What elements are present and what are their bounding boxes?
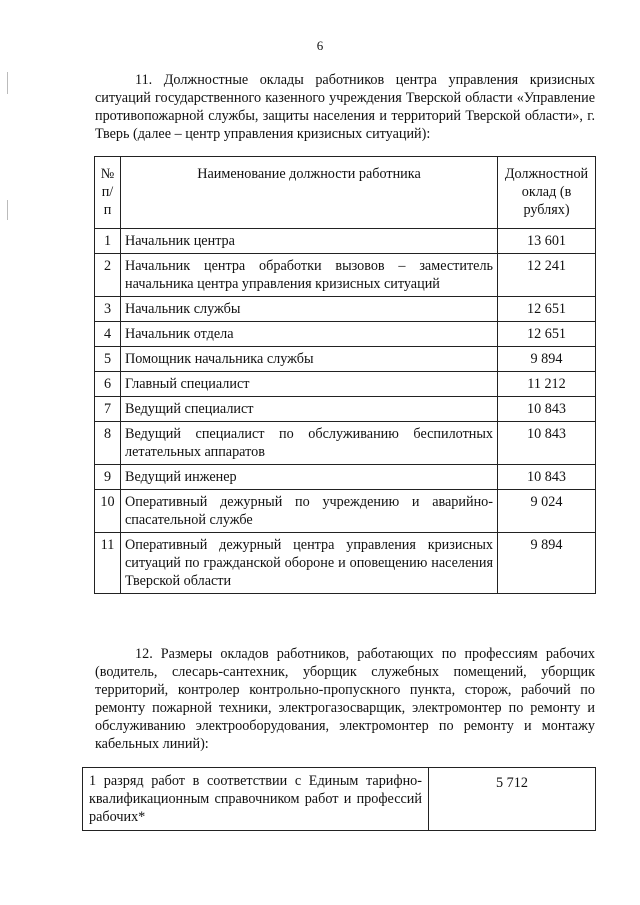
row-position: Начальник службы xyxy=(121,297,498,322)
table-row xyxy=(95,347,596,372)
row-position: Помощник начальника службы xyxy=(121,347,498,372)
row-grade: 1 разряд работ в соответствии с Единым тарифно-квалификационным справочником работ и профессий рабочих* xyxy=(83,768,429,831)
row-salary: 10 843 xyxy=(498,465,596,490)
row-salary: 12 241 xyxy=(498,254,596,297)
section-12-paragraph xyxy=(95,645,595,753)
section-11-text: 11. Должностные оклады работников центра управления кризисных ситуаций государственного казенного учреждения Тверской области «Управление противопожарной службы, защиты населения и территорий Тверской области», г. Тверь (далее – центр управления кризисных ситуаций): xyxy=(95,72,595,142)
row-position: Оперативный дежурный центра управления кризисных ситуаций по гражданской обороне и оповещению населения Тверской области xyxy=(121,533,498,594)
row-num: 6 xyxy=(95,372,121,397)
row-position: Начальник центра xyxy=(121,229,498,254)
table-row xyxy=(95,322,596,347)
row-salary: 12 651 xyxy=(498,297,596,322)
table-row xyxy=(95,254,596,297)
row-salary: 11 212 xyxy=(498,372,596,397)
row-num: 11 xyxy=(95,533,121,594)
row-position: Ведущий специалист по обслуживанию беспилотных летательных аппаратов xyxy=(121,422,498,465)
row-num: 5 xyxy=(95,347,121,372)
table-row xyxy=(95,229,596,254)
salary-table-positions xyxy=(94,156,596,594)
table-row xyxy=(95,465,596,490)
row-salary: 10 843 xyxy=(498,422,596,465)
row-position: Начальник центра обработки вызовов – заместитель начальника центра управления кризисных ситуаций xyxy=(121,254,498,297)
section-12-text: 12. Размеры окладов работников, работающих по профессиям рабочих (водитель, слесарь-сантехник, уборщик служебных помещений, уборщик территорий, контролер контрольно-пропускного пункта, сторож, рабочий по ремонту пожарной техники, электрогазосварщик, электромонтер по ремонту и обслуживанию электрооборудования, электромонтер по ремонту и монтажу кабельных линий): xyxy=(95,646,595,752)
table-row xyxy=(95,422,596,465)
row-num: 7 xyxy=(95,397,121,422)
table-row xyxy=(95,297,596,322)
row-num: 8 xyxy=(95,422,121,465)
table-row xyxy=(83,768,596,831)
table-header-row xyxy=(95,157,596,229)
row-num: 3 xyxy=(95,297,121,322)
row-position: Ведущий специалист xyxy=(121,397,498,422)
row-salary: 9 894 xyxy=(498,347,596,372)
table-row xyxy=(95,372,596,397)
row-num: 10 xyxy=(95,490,121,533)
margin-mark xyxy=(7,72,8,94)
page-number: 6 xyxy=(316,38,324,53)
row-num: 2 xyxy=(95,254,121,297)
row-position: Оперативный дежурный по учреждению и аварийно-спасательной службе xyxy=(121,490,498,533)
section-11-paragraph xyxy=(95,71,595,143)
row-salary: 9 894 xyxy=(498,533,596,594)
row-num: 4 xyxy=(95,322,121,347)
table-row xyxy=(95,397,596,422)
margin-mark xyxy=(7,200,8,220)
row-position: Главный специалист xyxy=(121,372,498,397)
table-row xyxy=(95,533,596,594)
row-position: Начальник отдела xyxy=(121,322,498,347)
table-row xyxy=(95,490,596,533)
header-num: № п/п xyxy=(95,157,121,229)
row-salary: 12 651 xyxy=(498,322,596,347)
row-position: Ведущий инженер xyxy=(121,465,498,490)
salary-table-workers xyxy=(82,767,596,831)
row-num: 9 xyxy=(95,465,121,490)
header-position: Наименование должности работника xyxy=(121,157,498,229)
row-salary: 9 024 xyxy=(498,490,596,533)
row-salary: 10 843 xyxy=(498,397,596,422)
row-num: 1 xyxy=(95,229,121,254)
header-salary: Должностной оклад (в рублях) xyxy=(498,157,596,229)
row-salary: 13 601 xyxy=(498,229,596,254)
row-salary: 5 712 xyxy=(429,768,596,831)
